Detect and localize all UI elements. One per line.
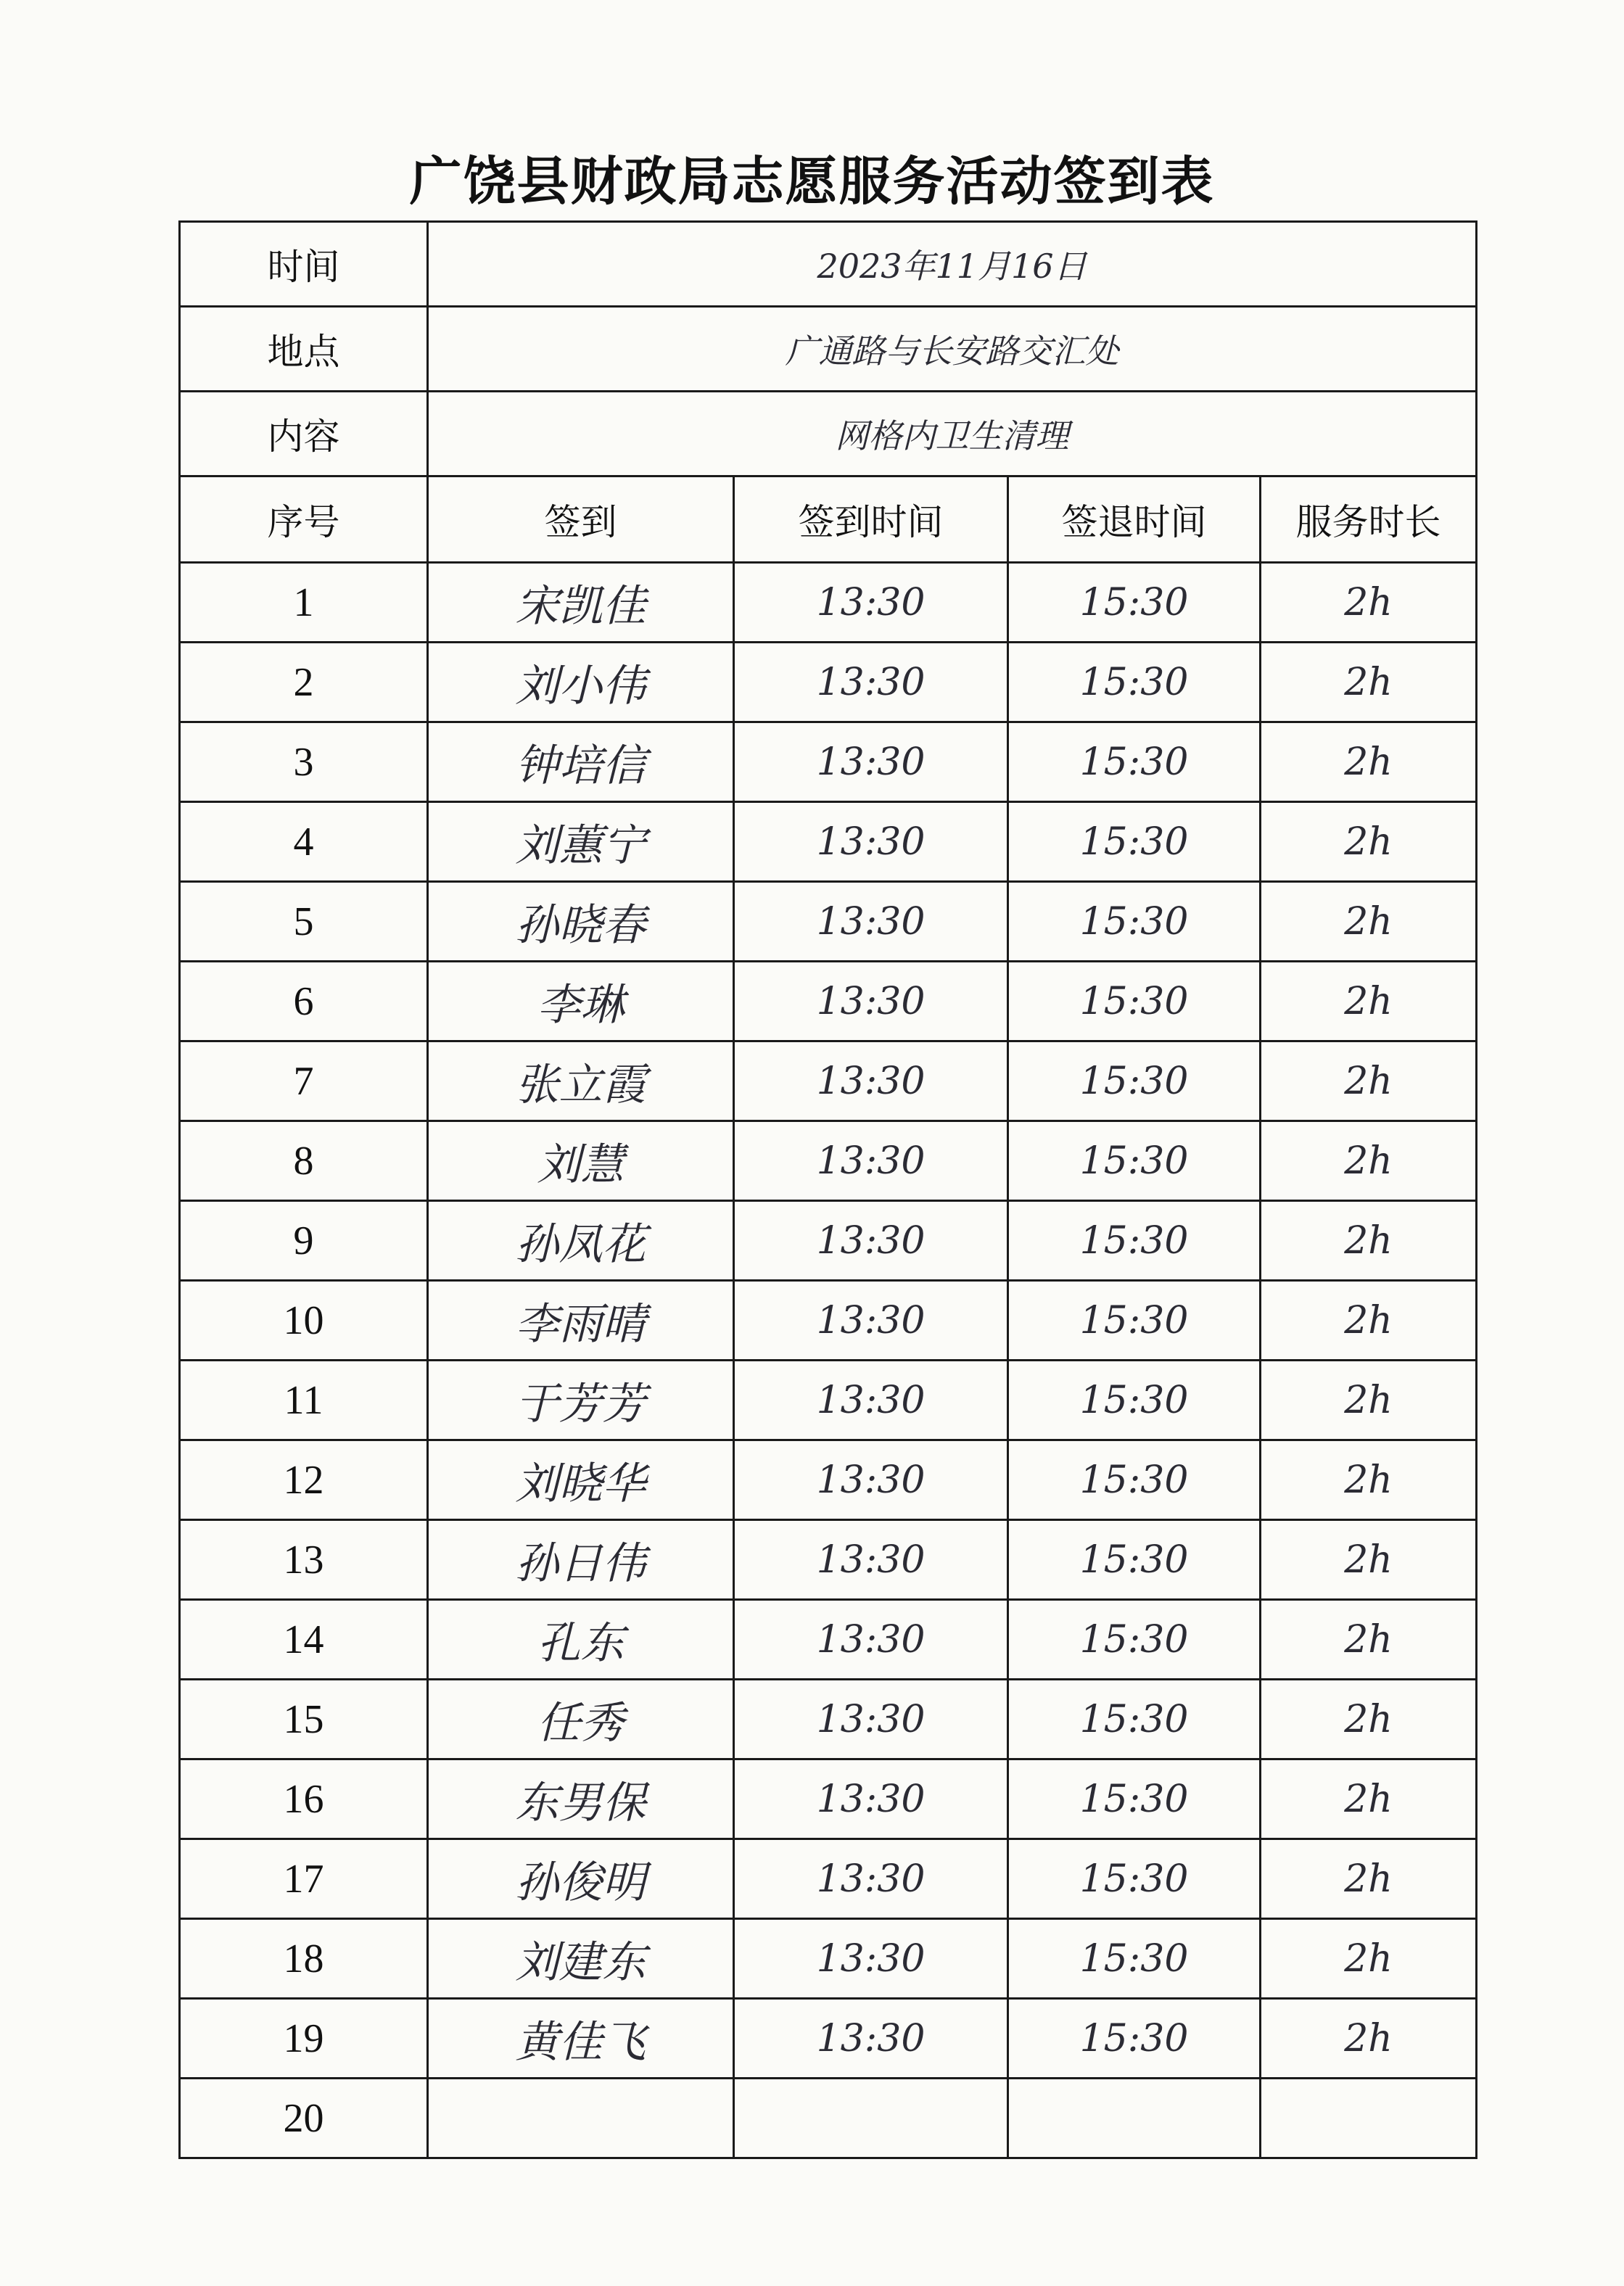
row-index: 17 xyxy=(180,1839,428,1919)
row-sign-in-time: 13:30 xyxy=(734,722,1008,802)
info-row-content xyxy=(180,392,1477,476)
table-row xyxy=(180,1839,1477,1919)
row-signature: 刘慧 xyxy=(428,1121,734,1201)
row-index: 16 xyxy=(180,1759,428,1839)
table-row xyxy=(180,1919,1477,1999)
row-sign-in-time: 13:30 xyxy=(734,643,1008,722)
row-sign-out-time xyxy=(1008,2079,1261,2158)
row-duration: 2h xyxy=(1261,1999,1477,2079)
table-row xyxy=(180,802,1477,882)
table-row xyxy=(180,882,1477,962)
row-signature: 孙俊明 xyxy=(428,1839,734,1919)
row-signature: 刘蕙宁 xyxy=(428,802,734,882)
table-row xyxy=(180,1999,1477,2079)
table-row xyxy=(180,563,1477,643)
time-value: 2023年11月16日 xyxy=(428,222,1477,307)
table-row xyxy=(180,1600,1477,1680)
row-sign-out-time: 15:30 xyxy=(1008,722,1261,802)
content-value: 网格内卫生清理 xyxy=(428,392,1477,476)
header-row xyxy=(180,476,1477,563)
table-row xyxy=(180,722,1477,802)
table-row xyxy=(180,1281,1477,1361)
row-sign-out-time: 15:30 xyxy=(1008,1520,1261,1600)
row-duration: 2h xyxy=(1261,1839,1477,1919)
table-row xyxy=(180,1201,1477,1281)
info-row-place xyxy=(180,307,1477,392)
row-signature: 任秀 xyxy=(428,1680,734,1759)
row-index: 14 xyxy=(180,1600,428,1680)
row-duration: 2h xyxy=(1261,1440,1477,1520)
row-sign-in-time: 13:30 xyxy=(734,1440,1008,1520)
table-row xyxy=(180,1520,1477,1600)
row-signature: 孙凤花 xyxy=(428,1201,734,1281)
row-sign-in-time: 13:30 xyxy=(734,1919,1008,1999)
row-signature: 张立霞 xyxy=(428,1041,734,1121)
row-sign-in-time: 13:30 xyxy=(734,1520,1008,1600)
row-duration: 2h xyxy=(1261,1680,1477,1759)
row-index: 13 xyxy=(180,1520,428,1600)
row-signature: 钟培信 xyxy=(428,722,734,802)
content-label: 内容 xyxy=(180,392,428,476)
row-signature: 孔东 xyxy=(428,1600,734,1680)
row-sign-in-time: 13:30 xyxy=(734,1759,1008,1839)
row-sign-out-time: 15:30 xyxy=(1008,1121,1261,1201)
row-sign-out-time: 15:30 xyxy=(1008,1680,1261,1759)
row-index: 2 xyxy=(180,643,428,722)
row-duration: 2h xyxy=(1261,563,1477,643)
row-sign-out-time: 15:30 xyxy=(1008,563,1261,643)
header-index: 序号 xyxy=(180,476,428,563)
row-sign-out-time: 15:30 xyxy=(1008,1839,1261,1919)
row-sign-out-time: 15:30 xyxy=(1008,1041,1261,1121)
row-signature: 刘晓华 xyxy=(428,1440,734,1520)
row-sign-out-time: 15:30 xyxy=(1008,1440,1261,1520)
row-signature: 李琳 xyxy=(428,962,734,1041)
row-sign-in-time: 13:30 xyxy=(734,1281,1008,1361)
row-sign-out-time: 15:30 xyxy=(1008,1999,1261,2079)
row-sign-out-time: 15:30 xyxy=(1008,1361,1261,1440)
row-duration: 2h xyxy=(1261,1281,1477,1361)
row-duration: 2h xyxy=(1261,1600,1477,1680)
table-row xyxy=(180,643,1477,722)
header-sign-in-time: 签到时间 xyxy=(734,476,1008,563)
row-index: 7 xyxy=(180,1041,428,1121)
row-duration: 2h xyxy=(1261,1361,1477,1440)
header-sign: 签到 xyxy=(428,476,734,563)
row-sign-in-time xyxy=(734,2079,1008,2158)
row-duration: 2h xyxy=(1261,1520,1477,1600)
row-signature: 东男保 xyxy=(428,1759,734,1839)
table-row xyxy=(180,1440,1477,1520)
row-signature: 于芳芳 xyxy=(428,1361,734,1440)
table-row xyxy=(180,1121,1477,1201)
row-duration: 2h xyxy=(1261,962,1477,1041)
row-sign-out-time: 15:30 xyxy=(1008,802,1261,882)
row-sign-in-time: 13:30 xyxy=(734,1680,1008,1759)
row-index: 4 xyxy=(180,802,428,882)
row-index: 18 xyxy=(180,1919,428,1999)
row-sign-in-time: 13:30 xyxy=(734,563,1008,643)
row-index: 15 xyxy=(180,1680,428,1759)
info-row-time xyxy=(180,222,1477,307)
row-index: 6 xyxy=(180,962,428,1041)
row-index: 1 xyxy=(180,563,428,643)
row-signature xyxy=(428,2079,734,2158)
sheet-title: 广饶县财政局志愿服务活动签到表 xyxy=(409,151,1215,212)
row-sign-out-time: 15:30 xyxy=(1008,882,1261,962)
row-sign-out-time: 15:30 xyxy=(1008,1600,1261,1680)
row-sign-in-time: 13:30 xyxy=(734,1201,1008,1281)
row-sign-in-time: 13:30 xyxy=(734,962,1008,1041)
row-duration: 2h xyxy=(1261,882,1477,962)
table-row xyxy=(180,1361,1477,1440)
row-sign-out-time: 15:30 xyxy=(1008,1281,1261,1361)
row-duration: 2h xyxy=(1261,1121,1477,1201)
row-index: 12 xyxy=(180,1440,428,1520)
row-sign-out-time: 15:30 xyxy=(1008,643,1261,722)
place-value: 广通路与长安路交汇处 xyxy=(428,307,1477,392)
row-index: 20 xyxy=(180,2079,428,2158)
row-index: 3 xyxy=(180,722,428,802)
row-signature: 孙晓春 xyxy=(428,882,734,962)
row-signature: 刘建东 xyxy=(428,1919,734,1999)
header-sign-out-time: 签退时间 xyxy=(1008,476,1261,563)
row-sign-in-time: 13:30 xyxy=(734,882,1008,962)
row-sign-out-time: 15:30 xyxy=(1008,1759,1261,1839)
header-duration: 服务时长 xyxy=(1261,476,1477,563)
row-signature: 李雨晴 xyxy=(428,1281,734,1361)
table-row xyxy=(180,1680,1477,1759)
row-signature: 孙日伟 xyxy=(428,1520,734,1600)
row-sign-in-time: 13:30 xyxy=(734,1600,1008,1680)
table-row xyxy=(180,1041,1477,1121)
row-duration: 2h xyxy=(1261,1201,1477,1281)
row-sign-out-time: 15:30 xyxy=(1008,962,1261,1041)
row-sign-in-time: 13:30 xyxy=(734,1361,1008,1440)
sign-in-table xyxy=(178,220,1477,2159)
place-label: 地点 xyxy=(180,307,428,392)
row-sign-in-time: 13:30 xyxy=(734,1999,1008,2079)
row-index: 9 xyxy=(180,1201,428,1281)
row-duration: 2h xyxy=(1261,1759,1477,1839)
row-index: 5 xyxy=(180,882,428,962)
row-index: 10 xyxy=(180,1281,428,1361)
row-duration: 2h xyxy=(1261,1041,1477,1121)
row-duration xyxy=(1261,2079,1477,2158)
row-duration: 2h xyxy=(1261,802,1477,882)
row-signature: 黄佳飞 xyxy=(428,1999,734,2079)
table-row xyxy=(180,962,1477,1041)
row-sign-in-time: 13:30 xyxy=(734,1041,1008,1121)
row-index: 11 xyxy=(180,1361,428,1440)
row-sign-in-time: 13:30 xyxy=(734,1121,1008,1201)
row-duration: 2h xyxy=(1261,643,1477,722)
row-duration: 2h xyxy=(1261,722,1477,802)
row-signature: 宋凯佳 xyxy=(428,563,734,643)
row-duration: 2h xyxy=(1261,1919,1477,1999)
table-row xyxy=(180,1759,1477,1839)
row-index: 8 xyxy=(180,1121,428,1201)
row-sign-out-time: 15:30 xyxy=(1008,1919,1261,1999)
row-sign-out-time: 15:30 xyxy=(1008,1201,1261,1281)
row-sign-in-time: 13:30 xyxy=(734,1839,1008,1919)
row-signature: 刘小伟 xyxy=(428,643,734,722)
row-sign-in-time: 13:30 xyxy=(734,802,1008,882)
table-row xyxy=(180,2079,1477,2158)
row-index: 19 xyxy=(180,1999,428,2079)
time-label: 时间 xyxy=(180,222,428,307)
